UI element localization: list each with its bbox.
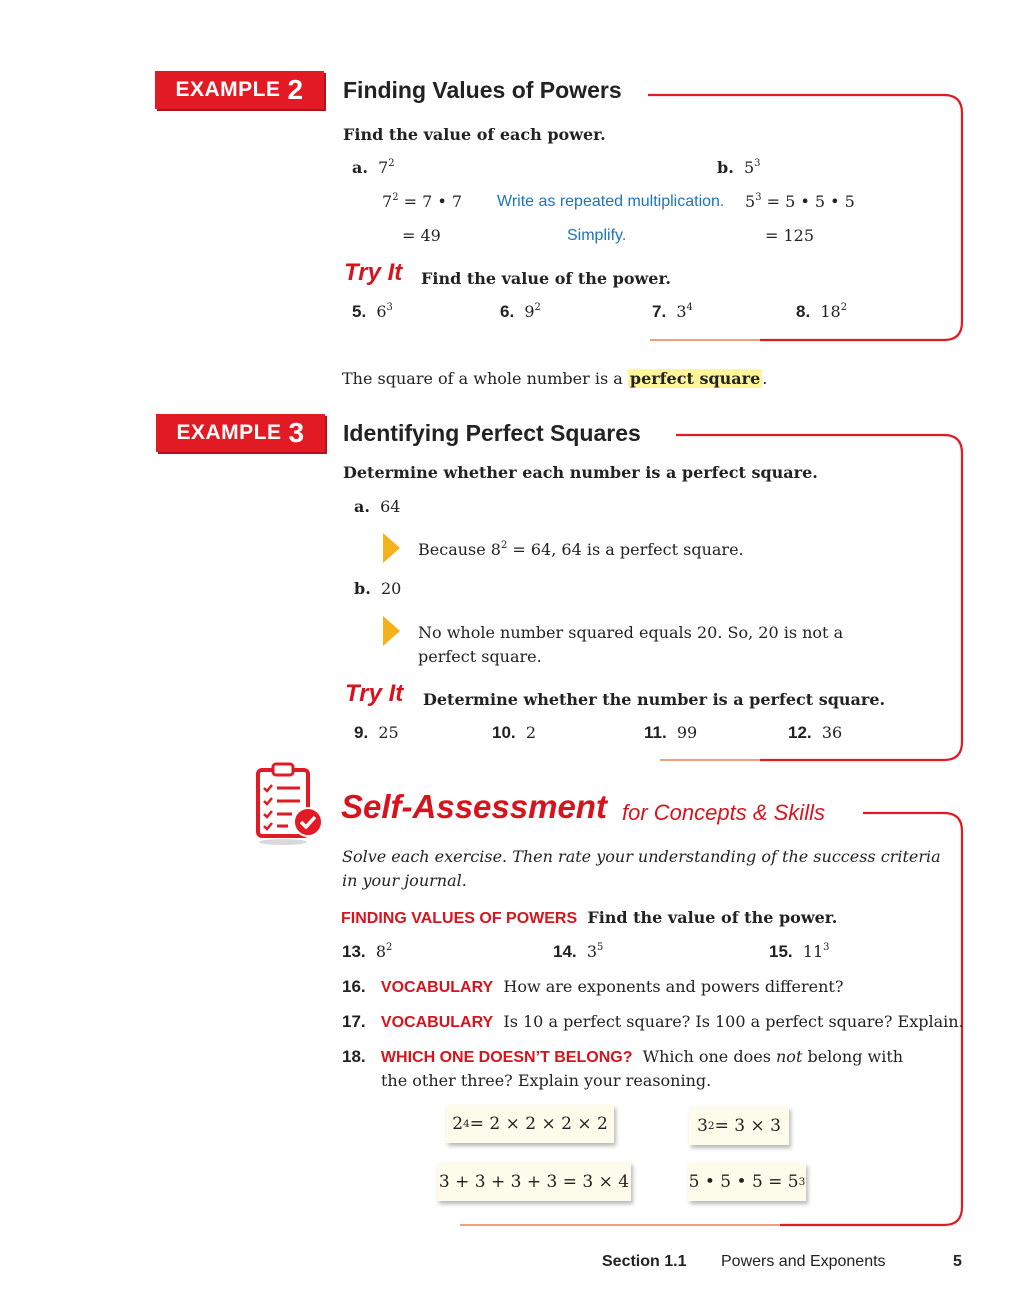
- power-exponent: 2: [500, 540, 508, 552]
- topic-heading: [341, 908, 837, 928]
- power-base: 18: [820, 302, 841, 321]
- example-3-part-a: [354, 497, 400, 516]
- footer-title: Powers and Exponents: [721, 1253, 886, 1270]
- part-letter: b.: [717, 158, 734, 177]
- topic-label: FINDING VALUES OF POWERS: [341, 910, 578, 927]
- exercise-11: [644, 723, 697, 743]
- exercise-number: 14.: [553, 942, 577, 961]
- power-exponent: 4: [686, 302, 693, 314]
- power-base: 6: [376, 302, 387, 321]
- self-assessment-subtitle: for Concepts & Skills: [622, 800, 825, 825]
- exercise-number: 13.: [342, 942, 366, 961]
- expansion: = 5 • 5 • 5: [761, 192, 855, 211]
- footer-section: Section 1.1: [602, 1253, 687, 1270]
- exercise-7: [652, 302, 693, 322]
- number-value: 99: [676, 723, 698, 742]
- exercise-number: 8.: [796, 302, 811, 321]
- exercise-number: 7.: [652, 302, 667, 321]
- power-base: 5: [745, 192, 756, 211]
- example-3-instruction: Determine whether each number is a perfect square.: [343, 463, 818, 482]
- exercise-17: [342, 1012, 964, 1032]
- example-2-part-b: [717, 158, 760, 177]
- question-emphasis: not: [776, 1047, 803, 1066]
- note-simplify: Simplify.: [567, 227, 627, 244]
- exercise-16: [342, 977, 843, 997]
- answer-end: = 64, 64 is a perfect square.: [507, 540, 744, 559]
- exercise-12: [788, 723, 842, 743]
- number-value: 2: [525, 723, 536, 742]
- example-3-b-answer-line1: No whole number squared equals 20. So, 20 is not a: [418, 623, 844, 642]
- answer-arrow-icon: [383, 533, 400, 563]
- answer-start: Because 8: [418, 540, 501, 559]
- card-expansion: = 2 × 2 × 2 × 2: [469, 1114, 608, 1134]
- exercise-number: 12.: [788, 723, 812, 742]
- page-number: 5: [953, 1253, 962, 1270]
- power-exponent: 5: [597, 942, 604, 954]
- example-2-a-result: = 49: [402, 226, 441, 245]
- example-2-a-line1: [382, 192, 462, 211]
- number-value: 20: [380, 579, 402, 598]
- question-text: Is 10 a perfect square? Is 100 a perfect square? Explain.: [503, 1012, 964, 1031]
- power-base: 5: [743, 158, 755, 177]
- example-label-number: 2: [287, 74, 304, 105]
- power-base: 3: [586, 942, 597, 961]
- vocabulary-term: perfect square: [629, 369, 761, 388]
- self-assessment-title: Self-Assessment: [341, 788, 607, 825]
- power-base: 2: [452, 1114, 464, 1134]
- card-equation: 3 + 3 + 3 + 3 = 3 × 4: [438, 1171, 630, 1192]
- exercise-14: [553, 942, 603, 962]
- vocabulary-tag: VOCABULARY: [380, 1014, 494, 1031]
- example-label-number: 3: [288, 417, 305, 448]
- power-exponent: 3: [755, 192, 762, 204]
- card-expansion: = 3 × 3: [714, 1116, 781, 1136]
- card-power-3-2: 3 2 = 3 × 3: [689, 1107, 789, 1145]
- example-3-title: Identifying Perfect Squares: [343, 420, 641, 446]
- example-2-b-result: = 125: [765, 226, 815, 245]
- card-power-5-3: 5 • 5 • 5 = 5 3: [688, 1163, 806, 1201]
- power-exponent: 2: [392, 192, 399, 204]
- exercise-number: 16.: [342, 977, 366, 996]
- power-base: 7: [378, 158, 389, 177]
- exercise-9: [354, 723, 399, 743]
- power-exponent: 3: [823, 942, 830, 954]
- exercise-5: [352, 302, 393, 322]
- vocabulary-tag: VOCABULARY: [380, 979, 494, 996]
- definition-perfect-square: [342, 369, 767, 388]
- number-value: 64: [380, 497, 401, 516]
- example-2-instruction: Find the value of each power.: [343, 125, 606, 144]
- exercise-number: 15.: [769, 942, 793, 961]
- try-it-instruction: Determine whether the number is a perfect square.: [423, 690, 886, 709]
- power-base: 9: [524, 302, 535, 321]
- example-3-b-answer-line2: perfect square.: [418, 647, 542, 666]
- topic-instruction: Find the value of the power.: [587, 908, 838, 927]
- example-2-title: Finding Values of Powers: [343, 77, 622, 103]
- number-value: 36: [821, 723, 843, 742]
- power-exponent: 3: [386, 302, 393, 314]
- self-assessment-intro-line1: Solve each exercise. Then rate your understanding of the success criteria: [342, 847, 941, 866]
- note-repeated-multiplication: Write as repeated multiplication.: [497, 193, 725, 210]
- exercise-13: [342, 942, 392, 962]
- power-base: 3: [697, 1116, 708, 1136]
- exercise-15: [769, 942, 829, 962]
- example-label-word: EXAMPLE: [175, 78, 281, 101]
- question-text-end: belong with: [802, 1047, 904, 1066]
- power-base: 8: [375, 942, 386, 961]
- exercise-number: 6.: [500, 302, 515, 321]
- power-base: 3: [676, 302, 687, 321]
- exercise-18-line2: the other three? Explain your reasoning.: [381, 1071, 712, 1090]
- exercise-number: 17.: [342, 1012, 366, 1031]
- card-sum-3s: [437, 1162, 631, 1201]
- example-3-a-answer: [418, 540, 744, 559]
- part-letter: b.: [354, 579, 371, 598]
- power-exponent: 2: [388, 158, 395, 170]
- question-text: Which one does: [642, 1047, 776, 1066]
- power-base: 11: [802, 942, 824, 961]
- try-it-instruction: Find the value of the power.: [421, 269, 671, 288]
- exercise-18: [342, 1047, 903, 1067]
- power-exponent: 2: [840, 302, 848, 314]
- card-equation: 5 • 5 • 5 = 5: [688, 1172, 799, 1192]
- power-exponent: 3: [754, 158, 761, 170]
- power-base: 7: [382, 192, 393, 211]
- try-it-label: Try It: [344, 259, 403, 286]
- example-2-b-line1: [745, 192, 855, 211]
- example-label-word: EXAMPLE: [176, 421, 282, 444]
- example-3-part-b: [354, 579, 401, 598]
- which-one-tag: WHICH ONE DOESN’T BELONG?: [380, 1049, 633, 1066]
- part-letter: a.: [352, 158, 368, 177]
- definition-end: .: [762, 369, 768, 388]
- number-value: 25: [378, 723, 399, 742]
- definition-text: The square of a whole number is a: [342, 369, 628, 388]
- exercise-number: 5.: [352, 302, 367, 321]
- exercise-6: [500, 302, 541, 322]
- exercise-number: 18.: [342, 1047, 366, 1066]
- try-it-label: Try It: [345, 680, 404, 707]
- question-text: How are exponents and powers different?: [503, 977, 844, 996]
- power-exponent: 2: [534, 302, 541, 314]
- example-2-part-a: [352, 158, 395, 177]
- exercise-number: 9.: [354, 723, 369, 742]
- part-letter: a.: [354, 497, 370, 516]
- exercise-8: [796, 302, 847, 322]
- power-exponent: 2: [386, 942, 393, 954]
- exercise-10: [492, 723, 536, 743]
- exercise-number: 10.: [492, 723, 516, 742]
- clipboard-checklist-icon: [252, 762, 328, 848]
- expansion: = 7 • 7: [398, 192, 463, 211]
- card-power-2-4: 2 4 = 2 × 2 × 2 × 2: [446, 1105, 614, 1143]
- self-assessment-intro-line2: in your journal.: [342, 871, 467, 890]
- example-3-label: [156, 414, 325, 452]
- answer-arrow-icon: [383, 616, 400, 646]
- exercise-number: 11.: [644, 723, 667, 742]
